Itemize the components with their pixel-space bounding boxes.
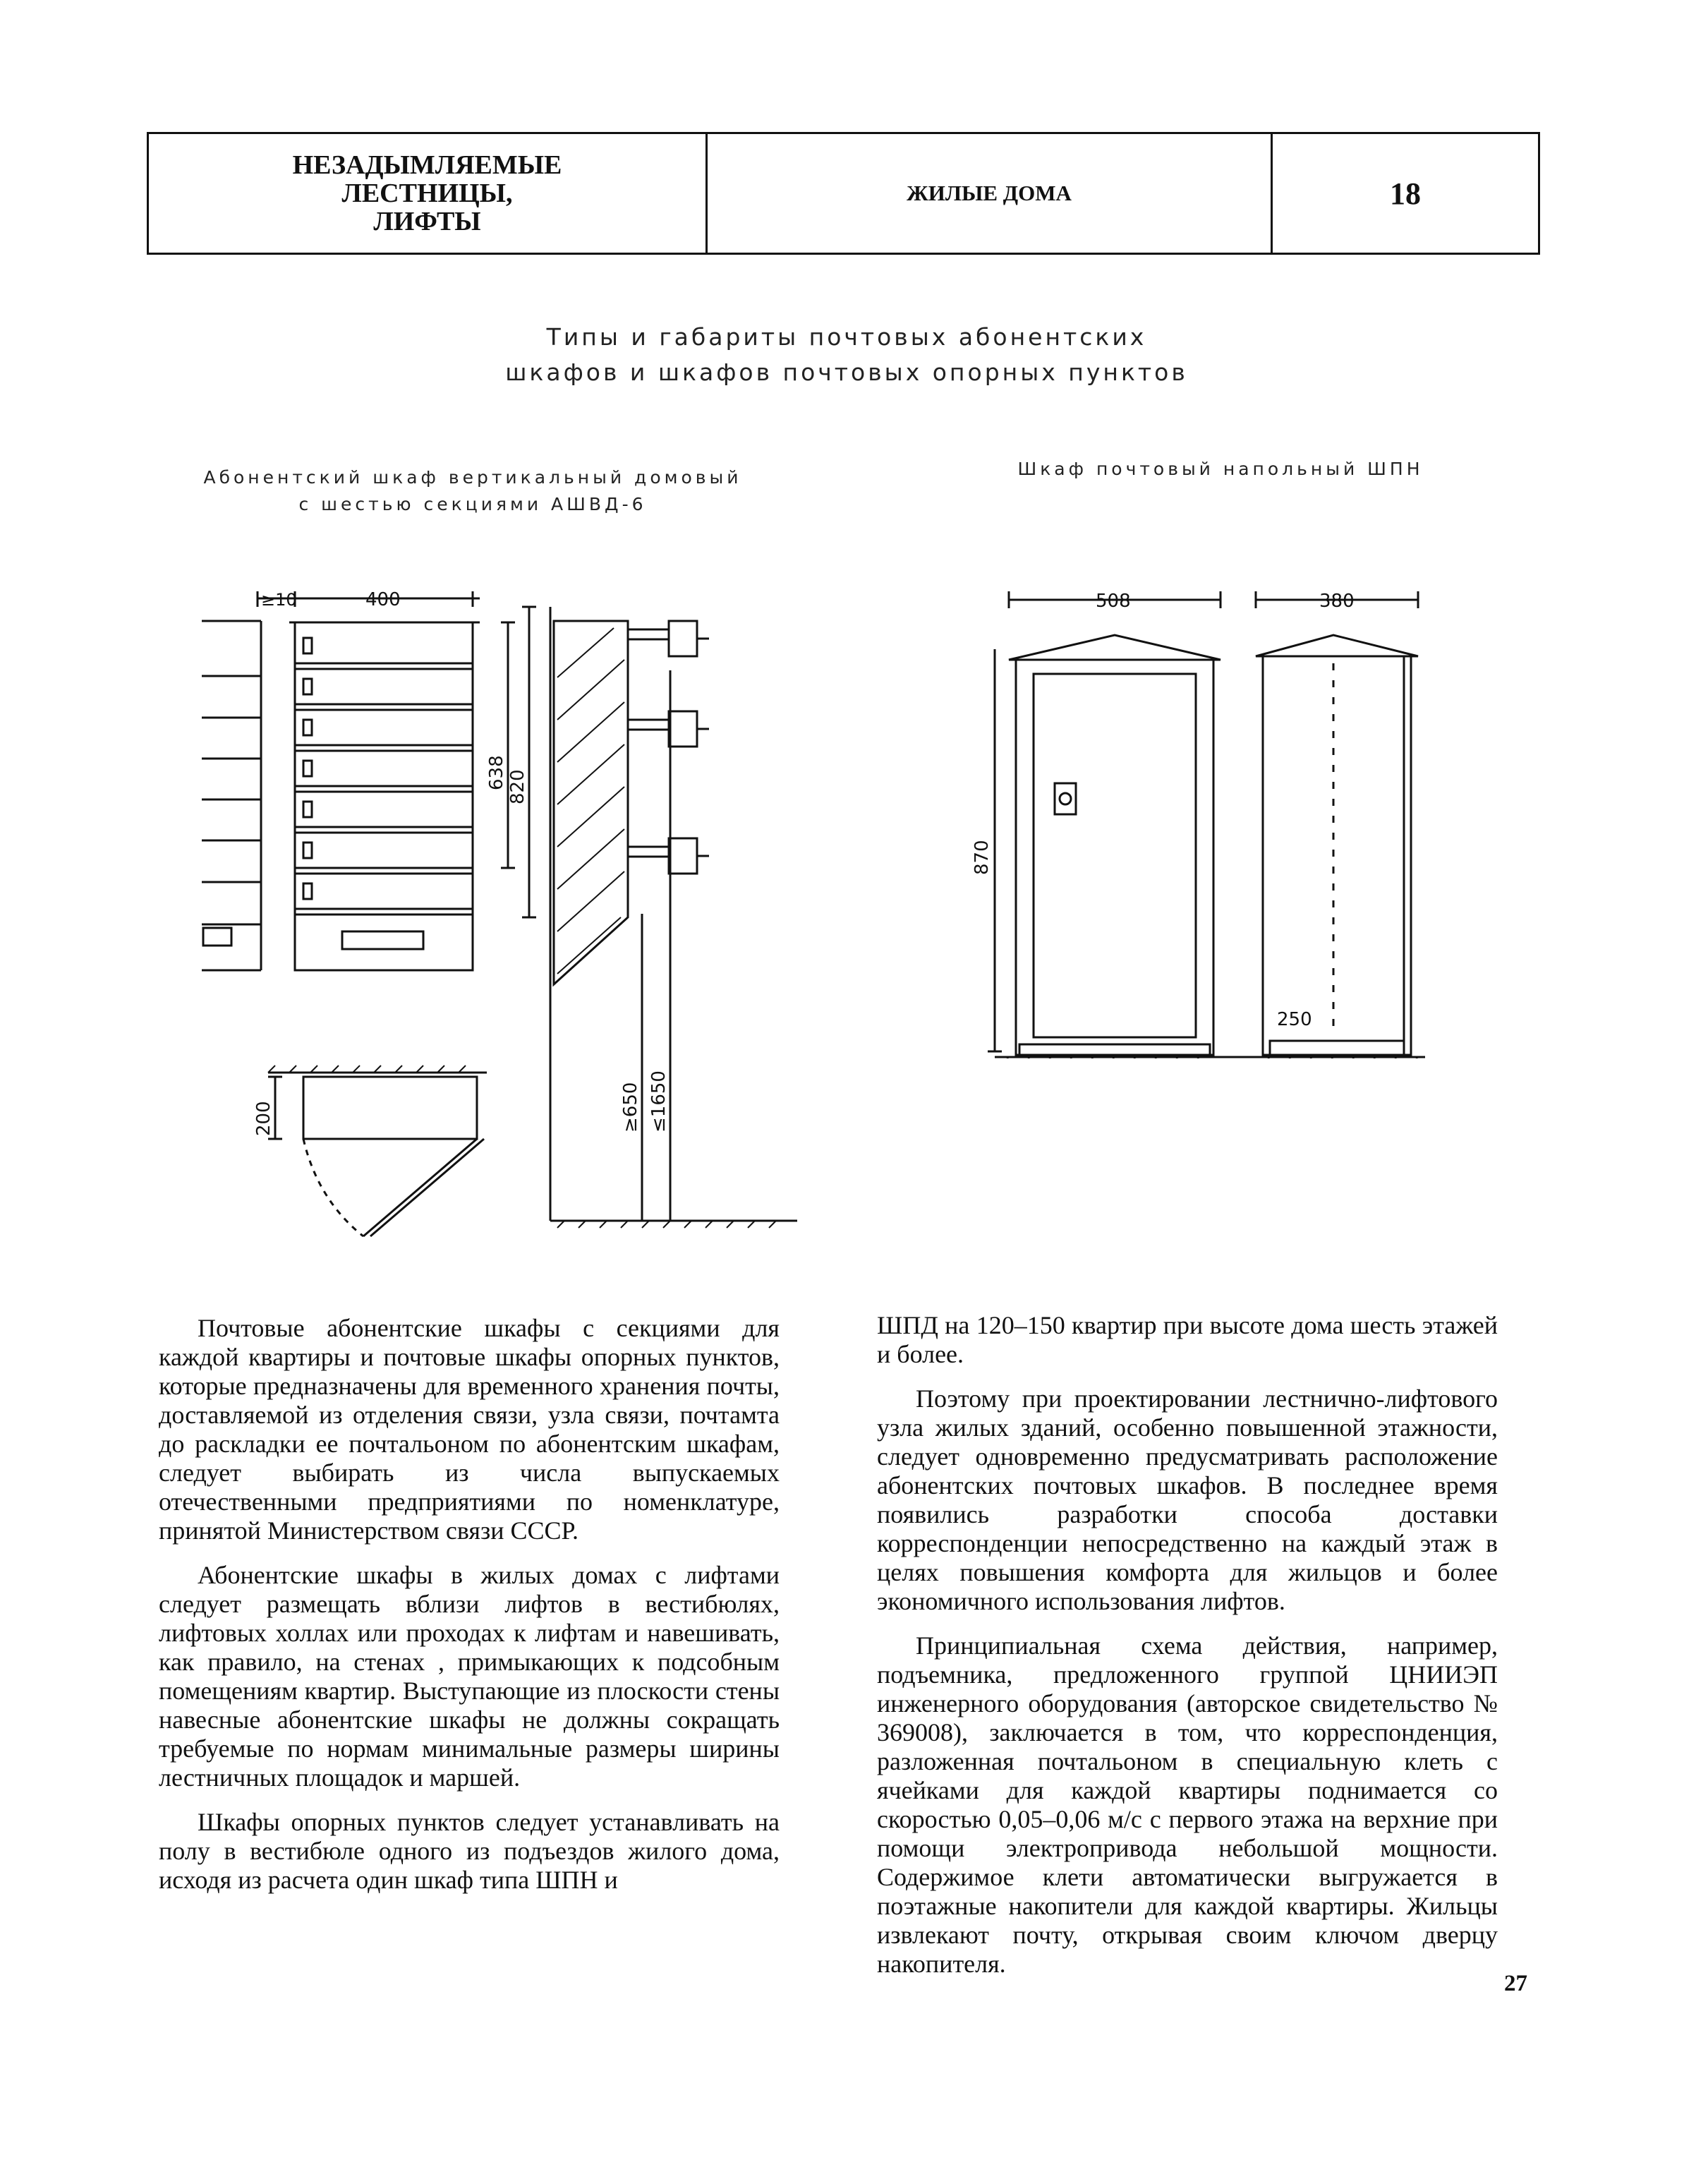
left-text-column bbox=[159, 1314, 780, 1910]
mailbox-cabinet-drawing bbox=[190, 579, 825, 1256]
category-label: ЖИЛЫЕ ДОМА bbox=[708, 134, 1273, 253]
left-figure-caption-line-2: с шестью секциями АШВД-6 bbox=[298, 494, 647, 514]
cabinet-sections bbox=[295, 663, 473, 915]
dim-200: 200 bbox=[253, 1101, 274, 1136]
left-paragraph-2: Абонентские шкафы в жилых домах с лифтами следует размещать вблизи лифтов в вестибюлях, лифтовых холлах или проходах к лифтам и навешивать, как правило, на стенах , примыкающих к подсобным помещениям квартир. Выступающие из плоскости стены навесные абонентские шкафы не должны сокращать требуемые по нормам минимальные размеры ширины лестничных площадок и маршей. bbox=[159, 1561, 780, 1792]
header-table bbox=[147, 132, 1540, 255]
dim-10: ≥10 bbox=[261, 590, 297, 610]
dim-250: 250 bbox=[1277, 1009, 1312, 1030]
dim-638: 638 bbox=[486, 755, 507, 790]
left-paragraph-3: Шкафы опорных пунктов следует устанавливать на полу в вестибюле одного из подъездов жилого дома, исходя из расчета один шкаф типа ШПН и bbox=[159, 1808, 780, 1894]
left-figure-caption-line-1: Абонентский шкаф вертикальный домовый bbox=[203, 467, 742, 488]
side-roof bbox=[1256, 635, 1418, 656]
page-title-line-2: шкафов и шкафов почтовых опорных пунктов bbox=[505, 358, 1188, 386]
dim-870: 870 bbox=[971, 840, 993, 875]
dim-400: 400 bbox=[365, 589, 401, 610]
page-title-line-1: Типы и габариты почтовых абонентских bbox=[546, 323, 1147, 351]
right-text-column bbox=[877, 1311, 1498, 1994]
right-paragraph-3: Принципиальная схема действия, например, подъемника, предложенного группой ЦНИИЭП инженерного оборудования (авторское свидетельство № 369008), заключается в том, что корреспонденция, разложенная почтальоном в специальную клеть с ячейками для каждой квартиры поднимается со скоростью 0,05–0,06 м/с с первого этажа на верхние при помощи электропривода небольшой мощности. Содержимое клети автоматически выгружается в поэтажные накопители для каждой квартиры. Жильцы извлекают почту, открывая своим ключом дверцу накопителя. bbox=[877, 1631, 1498, 1978]
left-paragraph-1: Почтовые абонентские шкафы с секциями для каждой квартиры и почтовые шкафы опорных пунктов, которые предназначены для временного хранения почты, доставляемой из отделения связи, узла связи, почтамта до раскладки ее почтальоном по абонентским шкафам, следует выбирать из числа выпускаемых отечественными предприятиями по номенклатуре, принятой Министерством связи СССР. bbox=[159, 1314, 780, 1545]
section-title bbox=[149, 134, 708, 253]
dim-380: 380 bbox=[1319, 591, 1355, 612]
front-lock bbox=[1055, 783, 1076, 814]
dim-508: 508 bbox=[1096, 591, 1131, 612]
cabinet-front bbox=[295, 622, 473, 970]
side-body bbox=[1263, 656, 1411, 1055]
dim-820: 820 bbox=[507, 769, 528, 804]
partial-cabinet-shelves bbox=[202, 676, 261, 924]
wall-brackets bbox=[628, 621, 709, 874]
sheet-number: 18 bbox=[1390, 176, 1421, 211]
front-roof bbox=[1009, 635, 1221, 660]
dim-650: ≥650 bbox=[620, 1082, 641, 1133]
dim-1650: ≤1650 bbox=[648, 1070, 670, 1133]
floor-postal-cabinet-drawing bbox=[967, 579, 1446, 1058]
plan-wall-hatch bbox=[268, 1066, 776, 1228]
cabinet-locks bbox=[303, 638, 312, 899]
front-door bbox=[1034, 674, 1196, 1037]
right-figure-caption: Шкаф почтовый напольный ШПН bbox=[1017, 459, 1424, 479]
section-title-line-3: ЛИФТЫ bbox=[373, 207, 481, 236]
cabinet-label-window bbox=[342, 931, 423, 949]
section-title-line-2: ЛЕСТНИЦЫ, bbox=[341, 179, 513, 208]
section-title-line-1: НЕЗАДЫМЛЯЕМЫЕ bbox=[292, 150, 562, 180]
page-number: 27 bbox=[1504, 1971, 1527, 1996]
right-paragraph-2: Поэтому при проектировании лестнично-лифтового узла жилых зданий, особенно повышенной этажности, следует одновременно предусматривать расположение абонентских почтовых шкафов. В последнее время появились разработки способа доставки корреспонденции непосредственно на каждый этаж в целях повышения комфорта для жильцов и более экономичного использования лифтов. bbox=[877, 1384, 1498, 1615]
right-paragraph-1: ШПД на 120–150 квартир при высоте дома шесть этажей и более. bbox=[877, 1311, 1498, 1368]
